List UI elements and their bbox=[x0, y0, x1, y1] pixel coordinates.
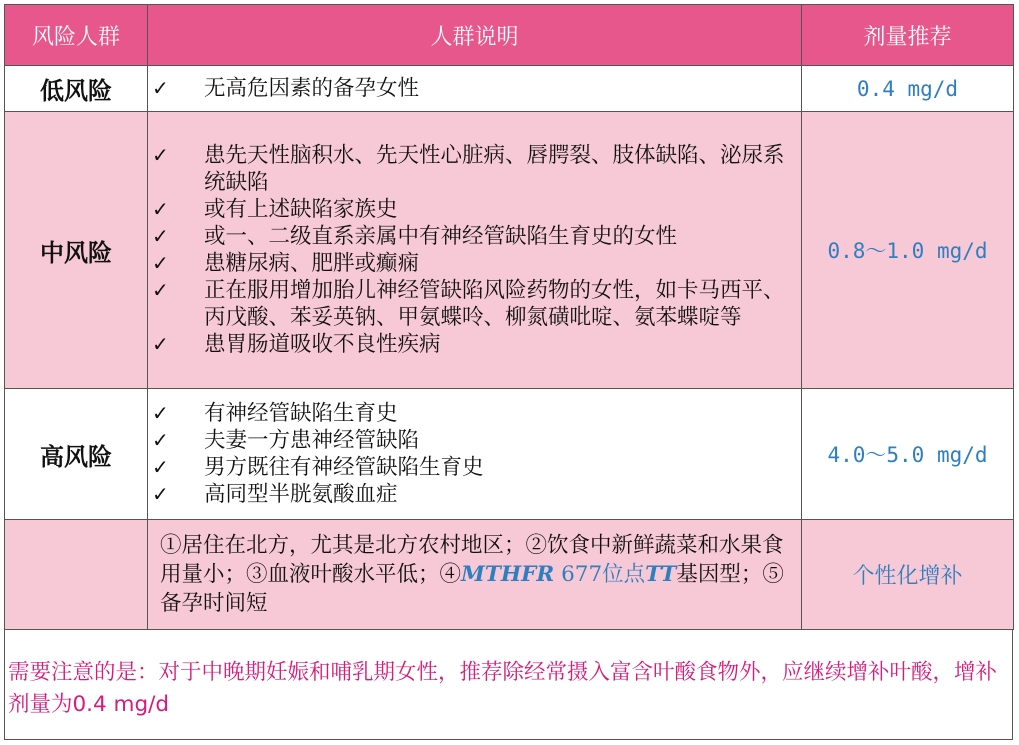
dose-medium: 0.8～1.0 mg/d bbox=[802, 112, 1014, 389]
check-icon: ✓ bbox=[152, 332, 169, 356]
list-item: ✓ 有神经管缺陷生育史 bbox=[152, 401, 398, 426]
criteria-list-low bbox=[148, 73, 801, 104]
list-item: ✓ 或一、二级直系亲属中有神经管缺陷生育史的女性 bbox=[152, 224, 678, 249]
list-item: ✓ 夫妻一方患神经管缺陷 bbox=[152, 428, 420, 453]
row-personalized bbox=[5, 520, 1014, 630]
header-risk-group: 风险人群 bbox=[5, 5, 148, 66]
check-icon: ✓ bbox=[152, 251, 169, 275]
header-description: 人群说明 bbox=[148, 5, 802, 66]
check-icon: ✓ bbox=[152, 143, 169, 167]
risk-label-low: 低风险 bbox=[5, 66, 148, 112]
gene-name: MTHFR bbox=[461, 562, 555, 587]
header-dose: 剂量推荐 bbox=[802, 5, 1014, 66]
dose-high: 4.0～5.0 mg/d bbox=[802, 389, 1014, 520]
row-medium-risk bbox=[5, 112, 1014, 389]
row-low-risk bbox=[5, 66, 1014, 112]
check-icon: ✓ bbox=[152, 401, 169, 425]
row-high-risk bbox=[5, 389, 1014, 520]
check-icon: ✓ bbox=[152, 197, 169, 221]
table-header bbox=[5, 5, 1014, 66]
check-icon: ✓ bbox=[152, 278, 169, 302]
risk-factors-text: ①居住在北方，尤其是北方农村地区；②饮食中新鲜蔬菜和水果食用量小；③血液叶酸水平低；④MTHFR 677位点TT基因型；⑤备孕时间短 bbox=[160, 533, 784, 616]
description-low bbox=[148, 66, 802, 112]
list-item: ✓ 患先天性脑积水、先天性心脏病、唇腭裂、肢体缺陷、泌尿系统缺陷 bbox=[152, 143, 785, 195]
dose-low: 0.4 mg/d bbox=[802, 66, 1014, 112]
list-item: ✓ 患胃肠道吸收不良性疾病 bbox=[152, 332, 441, 357]
genotype: TT bbox=[645, 562, 677, 587]
list-item: ✓ 高同型半胱氨酸血症 bbox=[152, 482, 398, 507]
criteria-list-high bbox=[148, 398, 801, 510]
list-item: ✓ 或有上述缺陷家族史 bbox=[152, 197, 398, 222]
description-medium bbox=[148, 112, 802, 389]
list-item: ✓ 无高危因素的备孕女性 bbox=[152, 76, 420, 101]
check-icon: ✓ bbox=[152, 76, 169, 100]
list-item: ✓ 患糖尿病、肥胖或癫痫 bbox=[152, 251, 420, 276]
list-item: ✓ 男方既往有神经管缺陷生育史 bbox=[152, 455, 484, 480]
description-personalized bbox=[148, 520, 802, 630]
gene-locus: 677 bbox=[554, 562, 603, 587]
check-icon: ✓ bbox=[152, 428, 169, 452]
risk-label-personalized bbox=[5, 520, 148, 630]
check-icon: ✓ bbox=[152, 224, 169, 248]
dose-personalized: 个性化增补 bbox=[802, 520, 1014, 630]
description-high bbox=[148, 389, 802, 520]
list-item: ✓ 正在服用增加胎儿神经管缺陷风险药物的女性，如卡马西平、丙戊酸、苯妥英钠、甲氨蝶呤、柳氮磺吡啶、氨苯蝶啶等 bbox=[152, 278, 785, 330]
check-icon: ✓ bbox=[152, 455, 169, 479]
check-icon: ✓ bbox=[152, 482, 169, 506]
criteria-list-medium bbox=[148, 140, 801, 360]
risk-label-medium: 中风险 bbox=[5, 112, 148, 389]
footnote: 需要注意的是：对于中晚期妊娠和哺乳期女性，推荐除经常摄入富含叶酸食物外，应继续增补叶酸，增补剂量为0.4 mg/d bbox=[8, 660, 998, 717]
risk-label-high: 高风险 bbox=[5, 389, 148, 520]
folic-acid-table bbox=[4, 4, 1014, 630]
